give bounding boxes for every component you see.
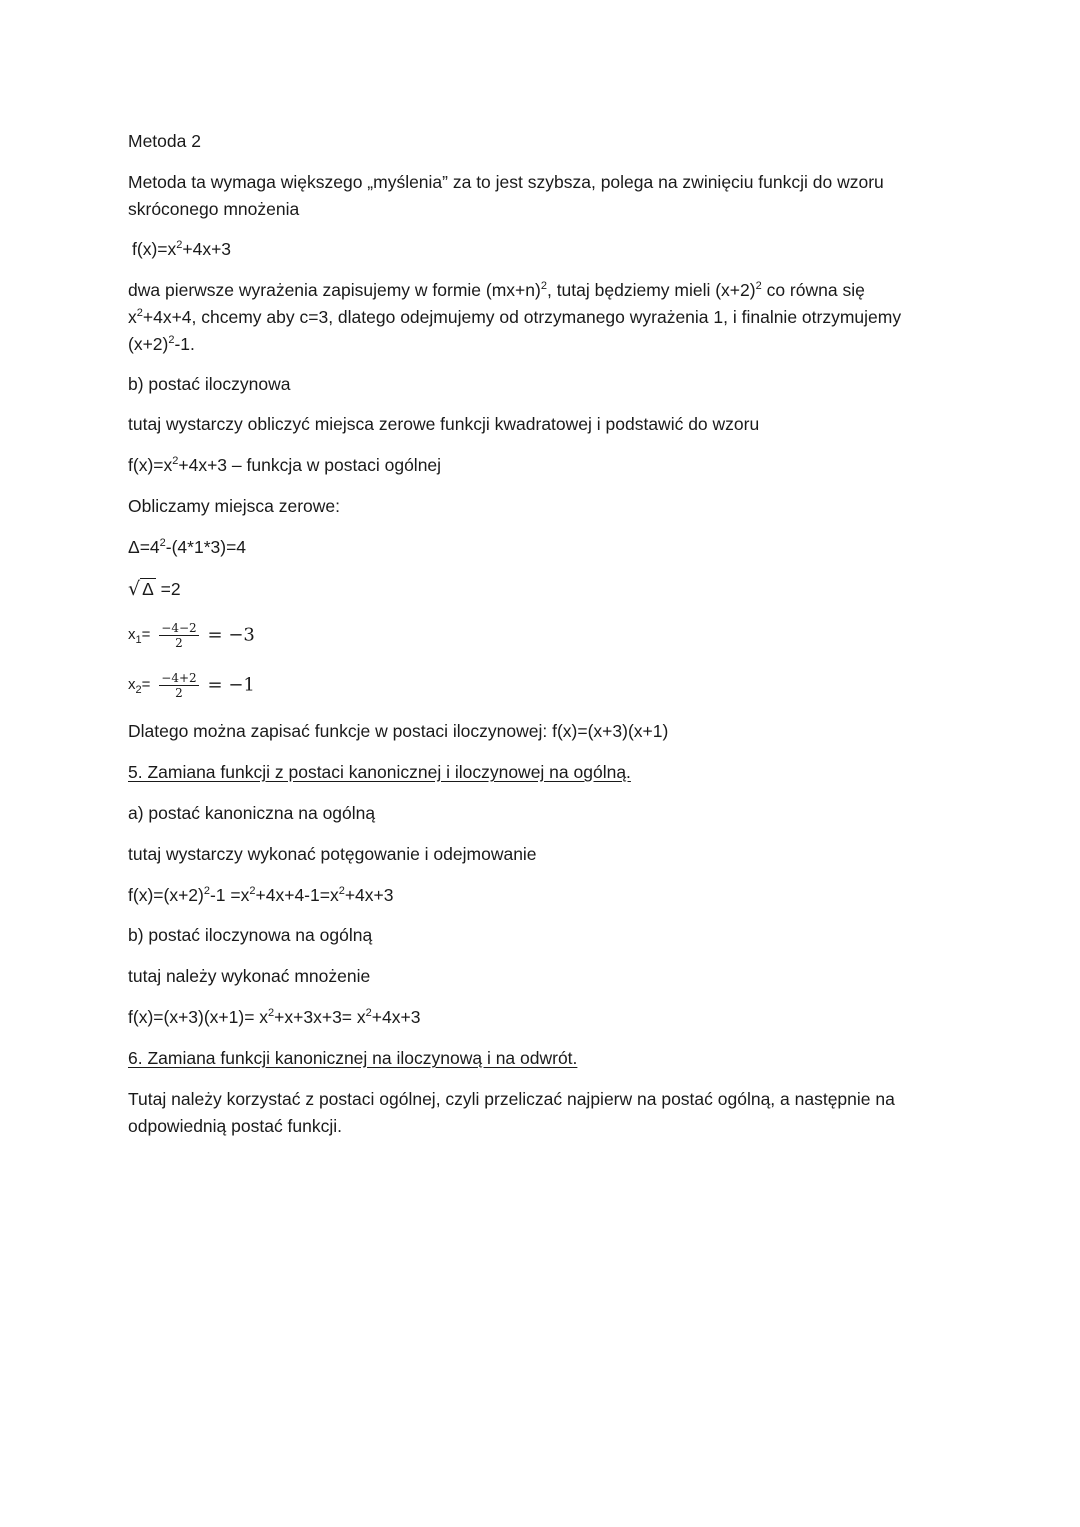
section-5-title: 5. Zamiana funkcji z postaci kanonicznej i iloczynowej na ogólną.	[128, 762, 631, 782]
section-5b-formula: $f(x)=(x+3)(x+1)= x^2+x+3x+3= x^2+4x+3$	[128, 1007, 421, 1027]
x1-fraction: $\frac{-4-2}{2}$	[161, 620, 197, 650]
paragraph-completing-square-line2: $x^2+4x+4$, chcemy aby c=3, dlatego odejmujemy od otrzymanego wyrażenia 1, i finalnie otrzymujemy	[128, 307, 902, 327]
x2-label: $x_2=$	[128, 676, 151, 697]
section-b-title: b) postać iloczynowa	[128, 374, 291, 394]
general-form-formula: $f(x)=x^2+4x+3$ – funkcja w postaci ogólnej	[128, 455, 442, 475]
paragraph-completing-square-line3: $(x+2)^2-1$.	[128, 334, 195, 354]
section-5a-formula: $f(x)=(x+2)^2-1 =x^2+4x+4-1=x^2+4x+3$	[128, 885, 394, 905]
heading-method-2: Metoda 2	[128, 131, 201, 151]
section-5a-title: a) postać kanoniczna na ogólną	[128, 803, 376, 823]
x1-result: = −3	[207, 624, 255, 646]
x1-formula	[128, 617, 958, 652]
section-6-description: Tutaj należy korzystać z postaci ogólnej, czyli przeliczać najpierw na postać ogólną, a następnie na odpowiednią postać funkcji.	[128, 1089, 895, 1136]
section-5b-description: tutaj należy wykonać mnożenie	[128, 966, 371, 986]
section-6-title: 6. Zamiana funkcji kanonicznej na iloczynową i na odwrót.	[128, 1048, 578, 1068]
x2-result: = −1	[207, 674, 255, 696]
x1-label: $x_1=$	[128, 626, 151, 647]
x2-fraction: $\frac{-4+2}{2}$	[161, 670, 197, 700]
section-b-description: tutaj wystarczy obliczyć miejsca zerowe funkcji kwadratowej i podstawić do wzoru	[128, 414, 760, 434]
section-5a-description: tutaj wystarczy wykonać potęgowanie i odejmowanie	[128, 844, 537, 864]
zeros-title: Obliczamy miejsca zerowe:	[128, 496, 340, 516]
x2-formula	[128, 667, 958, 702]
sqrt-delta-formula: √ Δ =2	[128, 576, 958, 603]
formula-general: $f(x)=x^2+4x+3$	[132, 239, 232, 259]
delta-formula: $\Delta=4^2-(4*1*3)=4$	[128, 537, 247, 557]
product-form-conclusion: Dlatego można zapisać funkcje w postaci iloczynowej: f(x)=(x+3)(x+1)	[128, 721, 669, 741]
section-5b-title: b) postać iloczynowa na ogólną	[128, 925, 373, 945]
sqrt-symbol: √ Δ	[128, 578, 154, 600]
intro-paragraph: Metoda ta wymaga większego „myślenia” za to jest szybsza, polega na zwinięciu funkcji do wzoru skróconego mnożenia	[128, 172, 884, 219]
paragraph-completing-square-line1: dwa pierwsze wyrażenia zapisujemy w formie $(mx+n)^2$, tutaj będziemy mieli $(x+2)^2$ co równa się	[128, 280, 865, 300]
